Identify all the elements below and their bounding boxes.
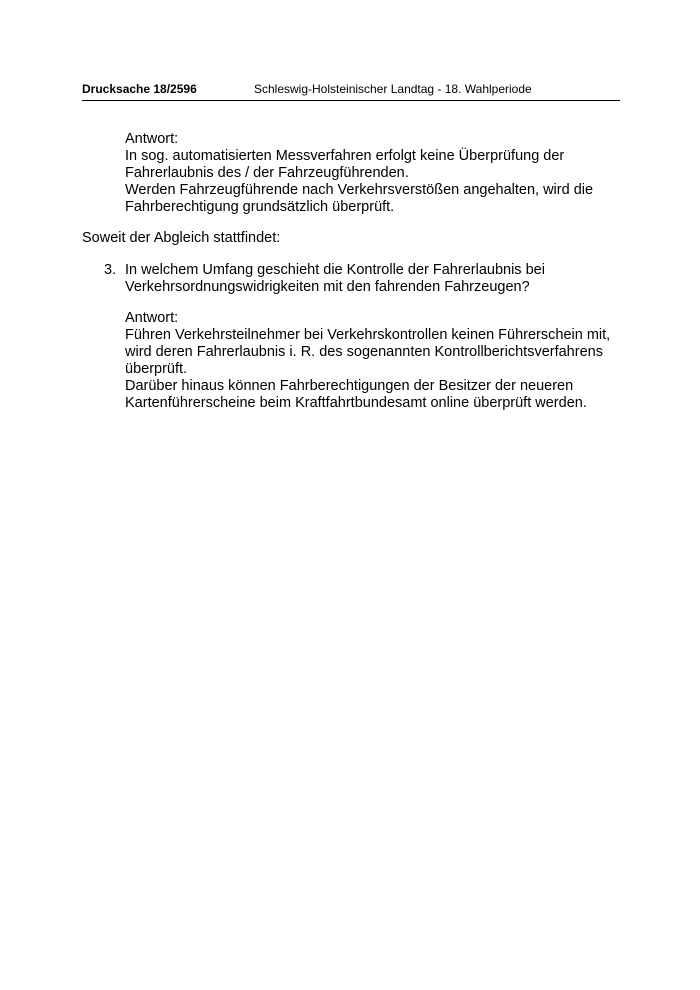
question-number: 3. — [104, 262, 117, 278]
answer-label: Antwort: — [125, 310, 179, 326]
answer-line: Fahrberechtigung grundsätzlich überprüft. — [125, 199, 395, 215]
answer-line: wird deren Fahrerlaubnis i. R. des sogenannten Kontrollberichtsverfahrens — [125, 344, 603, 360]
answer-line: Fahrerlaubnis des / der Fahrzeugführenden. — [125, 165, 409, 181]
answer-line: Werden Fahrzeugführende nach Verkehrsverstößen angehalten, wird die — [125, 182, 594, 198]
answer-3 — [125, 310, 610, 412]
question-line: Verkehrsordnungswidrigkeiten mit den fahrenden Fahrzeugen? — [125, 279, 530, 295]
answer-line: In sog. automatisierten Messverfahren erfolgt keine Überprüfung der — [125, 148, 565, 164]
question-3 — [125, 262, 545, 296]
answer-line: Führen Verkehrsteilnehmer bei Verkehrskontrollen keinen Führerschein mit, — [125, 327, 611, 343]
question-line: In welchem Umfang geschieht die Kontrolle der Fahrerlaubnis bei — [125, 262, 545, 278]
section-intro-text: Soweit der Abgleich stattfindet: — [82, 230, 281, 246]
answer-line: Darüber hinaus können Fahrberechtigungen der Besitzer der neueren — [125, 378, 574, 394]
answer-label: Antwort: — [125, 131, 179, 147]
section-intro — [82, 230, 280, 247]
parliament-period: Schleswig-Holsteinischer Landtag - 18. Wahlperiode — [254, 82, 532, 96]
answer-line: Kartenführerscheine beim Kraftfahrtbundesamt online überprüft werden. — [125, 395, 587, 411]
answer-line: überprüft. — [125, 361, 188, 377]
page-header — [82, 80, 620, 101]
answer-1 — [125, 131, 593, 216]
document-number: Drucksache 18/2596 — [82, 82, 197, 96]
